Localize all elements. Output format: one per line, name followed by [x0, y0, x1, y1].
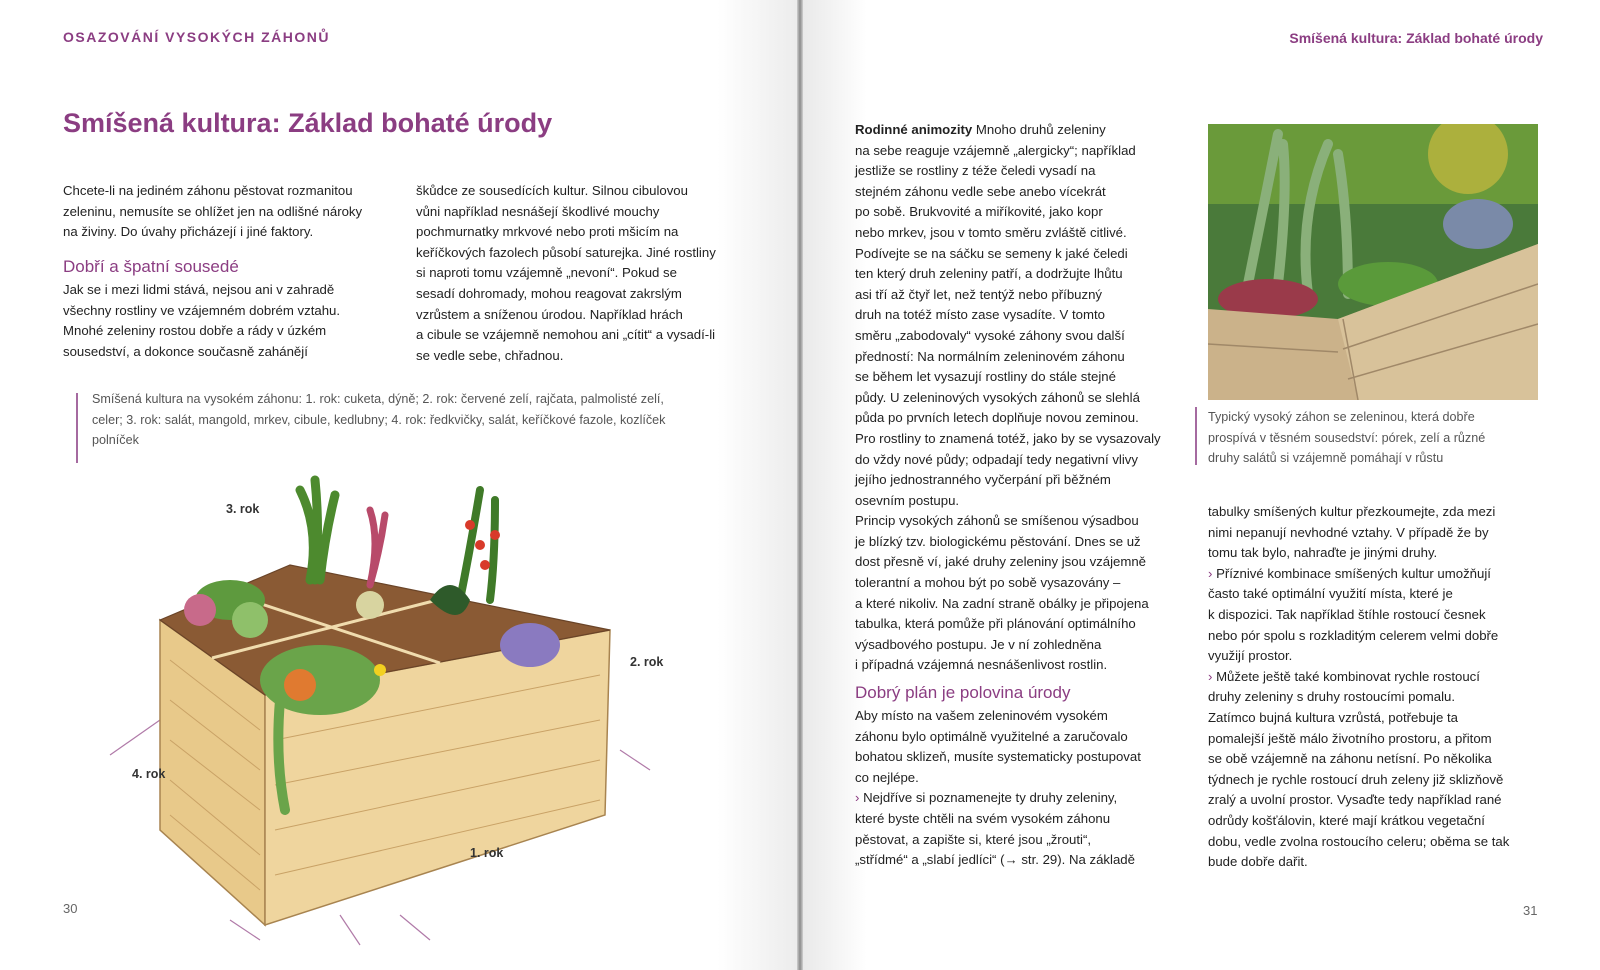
chard: [300, 480, 335, 580]
pumpkin: [284, 669, 316, 701]
body-line: asi tří až čtyř let, než tentýž nebo příbuzný: [855, 286, 1103, 302]
body-line: nimi nepanují nevhodné vztahy. V případě že by: [1208, 524, 1489, 540]
tomato: [475, 540, 485, 550]
caption-line: Smíšená kultura na vysokém záhonu: 1. rok: cuketa, dýně; 2. rok: červené zelí, rajčata, palmolisté zelí,: [92, 392, 664, 406]
body-line: tabulka, která pomůže při plánování optimálního: [855, 616, 1136, 632]
body-line: i případná vzájemná nesnášenlivost rostlin.: [855, 657, 1108, 673]
body-line: vzrůstem a sníženou úrodou. Například hrách: [416, 306, 683, 322]
tomato: [490, 530, 500, 540]
left-page: [0, 0, 797, 970]
body-line: se obě vzájemně na záhonu netísní. Po několika: [1208, 751, 1492, 767]
body-line: se vedle sebe, chřadnou.: [416, 347, 564, 363]
body-line: co nejlépe.: [855, 769, 919, 785]
left-column-2: [416, 181, 761, 366]
body-line: týdnech je rychle rostoucí druh zeleny již sklizňově: [1208, 771, 1504, 787]
body-line: a které nikoliv. Na zadní straně obálky je připojena: [855, 595, 1149, 611]
body-line: předností: Na normálním zeleninovém záhonu: [855, 348, 1125, 364]
body-line: odrůdy košťálovin, které mají krátkou vegetační: [1208, 812, 1485, 828]
body-line: druhy zeleniny s druhy rostoucími pomalu.: [1208, 689, 1456, 705]
body-line: na sebe reaguje vzájemně „alergicky“; například: [855, 142, 1136, 158]
guide-line: [400, 915, 430, 940]
guide-line: [340, 915, 360, 945]
label-year-1: 1. rok: [470, 846, 504, 860]
red-cabbage: [500, 623, 560, 667]
photo-caption-rule: [1195, 407, 1197, 465]
body-line: nebo mrkev, jsou v tomto směru zvláště citlivé.: [855, 224, 1127, 240]
body-line: Rodinné animozity Mnoho druhů zeleniny: [855, 122, 1106, 137]
body-line: pochmurnatky mrkvové nebo proti mšicím na: [416, 224, 679, 240]
body-line: keříčkových fazolech působí saturejka. Jiné rostliny: [416, 244, 716, 260]
caption-line: druhy salátů si vzájemně pomáhají v růstu: [1208, 451, 1444, 465]
body-line: výsadbového postupu. Je v ní zohledněna: [855, 636, 1102, 652]
body-line: k dispozici. Tak například štíhle rostoucí česnek: [1208, 606, 1486, 622]
bullet-chevron-icon: ›: [855, 790, 860, 806]
bullet-line: › Nejdříve si poznamenejte ty druhy zeleniny,: [855, 790, 1118, 806]
guide-line: [620, 750, 650, 770]
body-line: dobu, vedle zvolna rostoucího celeru; oběma se tak: [1208, 833, 1510, 849]
caption-line: Typický vysoký záhon se zeleninou, která dobře: [1208, 410, 1475, 424]
body-line: dost přesně ví, jaké druhy zeleniny jsou vzájemně: [855, 554, 1147, 570]
body-line: po sobě. Brukvovité a miříkovité, jako kopr: [855, 204, 1103, 220]
body-line: vůni například nesnášejí škodlivé mouchy: [416, 203, 660, 219]
raised-bed-illustration: [100, 470, 660, 960]
body-line: všechny rostliny ve vzájemném dobrém vztahu.: [63, 302, 341, 318]
caption-line: celer; 3. rok: salát, mangold, mrkev, cibule, kedlubny; 4. rok: ředkvičky, salát, keříčkové fazole, kozlíček: [92, 412, 666, 427]
body-line: směru „zabodovaly“ vysoké záhony svou další: [855, 327, 1125, 343]
body-line: škůdce ze sousedících kultur. Silnou cibulovou: [416, 183, 688, 198]
body-line: se během let vysazují rostliny do stále stejné: [855, 369, 1116, 385]
running-head-right: Smíšená kultura: Základ bohaté úrody: [1289, 30, 1543, 46]
zucchini-flower: [374, 664, 386, 676]
running-head-left: OSAZOVÁNÍ VYSOKÝCH ZÁHONŮ: [63, 29, 330, 45]
body-line: pomalejší ještě málo životního prostoru, a přitom: [1208, 730, 1492, 746]
intro-line: na živiny. Do úvahy přicházejí i jiné faktory.: [63, 224, 314, 240]
page-number-left: 30: [63, 901, 78, 916]
right-column-2: [1208, 502, 1548, 873]
subheading-plan: Dobrý plán je polovina úrody: [855, 683, 1071, 702]
body-line: do vždy nové půdy; odpadají tedy negativní vlivy: [855, 451, 1138, 467]
page-title: Smíšená kultura: Základ bohaté úrody: [63, 108, 553, 138]
caption-rule: [76, 393, 78, 463]
body-line: nebo pór spolu s rozkladitým celerem velmi dobře: [1208, 627, 1499, 643]
label-year-2: 2. rok: [630, 655, 664, 669]
body-line: si naproti tomu vzájemně „nevoní“. Pokud se: [416, 265, 677, 281]
body-line: tabulky smíšených kultur přezkoumejte, zda mezi: [1208, 504, 1496, 519]
right-column-1: [855, 120, 1190, 676]
body-line: pěstovat, a zapište si, které jsou „žrouti“,: [855, 831, 1092, 847]
body-line: často také optimální využití místa, které je: [1208, 586, 1453, 602]
subheading-neighbors: Dobří a špatní sousedé: [63, 257, 239, 276]
body-line: bohatou sklizeň, musíte systematicky postupovat: [855, 749, 1141, 765]
lettuce: [232, 602, 268, 638]
radish-flowers: [184, 594, 216, 626]
photo-drawing: [1208, 124, 1538, 400]
body-line: bude dobře dařit.: [1208, 854, 1308, 870]
bullet-line: › Můžete ještě také kombinovat rychle rostoucí: [1208, 668, 1480, 684]
left-column-1-body: [63, 280, 393, 362]
body-line: osevním postupu.: [855, 492, 960, 508]
caption-line: polníček: [92, 433, 139, 447]
kohlrabi: [356, 591, 384, 619]
raised-bed-photo: [1208, 124, 1538, 400]
body-line: jejího jednostranného vyčerpání při běžném: [855, 472, 1111, 488]
cabbage: [1443, 199, 1513, 249]
body-line: Aby místo na vašem zeleninovém vysokém: [855, 708, 1108, 723]
intro-line: Chcete-li na jediném záhonu pěstovat rozmanitou: [63, 183, 353, 198]
body-line: Pro rostliny to znamená totéž, jako by se vysazovaly: [855, 430, 1161, 446]
body-line: zralý a uvolní prostor. Vysaďte tedy například rané: [1208, 792, 1502, 808]
body-line: Zatímco bujná kultura vzrůstá, potřebuje ta: [1208, 709, 1458, 725]
body-line: sousedství, a dokonce současně zahánějí: [63, 343, 308, 359]
intro-line: zeleninu, nemusíte se ohlížet jen na odlišné nároky: [63, 203, 363, 219]
label-year-3: 3. rok: [226, 502, 260, 516]
right-column-1-after: [855, 706, 1190, 871]
guide-line: [230, 920, 260, 940]
body-line: využijí prostor.: [1208, 648, 1293, 664]
beet: [370, 510, 385, 585]
caption-line: prospívá v těsném sousedství: pórek, zelí a různé: [1208, 430, 1486, 445]
body-line: Mnohé zeleniny rostou dobře a rády v úzkém: [63, 323, 327, 339]
body-line: sesadí dohromady, mohou reagovat zakrslým: [416, 285, 682, 301]
body-line: jestliže se rostliny z téže čeledi vysadí na: [855, 163, 1096, 179]
bullet-chevron-icon: ›: [1208, 668, 1213, 684]
illustration-caption: [92, 389, 772, 451]
body-line: tomu tak bylo, nahraďte je jinými druhy.: [1208, 545, 1438, 561]
body-line: „střídmé“ a „slabí jedlíci“ (→ str. 29). Na základě: [855, 852, 1135, 868]
page-number-right: 31: [1523, 903, 1538, 918]
body-line: které byste chtěli na svém vysokém záhonu: [855, 810, 1111, 826]
body-line: půdy. U zeleninových vysokých záhonů se slehlá: [855, 389, 1140, 405]
guide-line: [110, 720, 160, 755]
body-line: záhonu bylo optimálně využitelné a zaručovalo: [855, 728, 1128, 744]
photo-caption: [1208, 407, 1538, 469]
tomato: [480, 560, 490, 570]
right-page: [803, 0, 1600, 970]
lead-in: Rodinné animozity: [855, 122, 973, 137]
tomato: [465, 520, 475, 530]
bullet-line: › Příznivé kombinace smíšených kultur umožňují: [1208, 565, 1491, 581]
body-line: Jak se i mezi lidmi stává, nejsou ani v zahradě: [63, 282, 335, 297]
body-line: a cibule se vzájemně nemohou ani „cítit“ a vysadí-li: [416, 327, 716, 343]
body-line: je blízký tzv. biologickému pěstování. Dnes se už: [855, 533, 1141, 549]
left-column-1: [63, 181, 393, 243]
body-line: druh na totéž místo zase vysadíte. V tomto: [855, 307, 1105, 323]
bullet-chevron-icon: ›: [1208, 565, 1213, 581]
label-year-4: 4. rok: [132, 767, 166, 781]
body-line: Princip vysokých záhonů se smíšenou výsadbou: [855, 513, 1139, 529]
body-line: Podívejte se na sáčku se semeny k jaké čeledi: [855, 245, 1128, 261]
body-line: tolerantní a mohou být po sobě vysazovány –: [855, 575, 1121, 591]
body-line: stejném záhonu vedle sebe anebo vícekrát: [855, 183, 1106, 199]
body-line: půda po prvních letech doplňuje novou zeminou.: [855, 410, 1139, 426]
body-line: ten který druh zeleniny patří, a dodržujte lhůtu: [855, 266, 1123, 282]
